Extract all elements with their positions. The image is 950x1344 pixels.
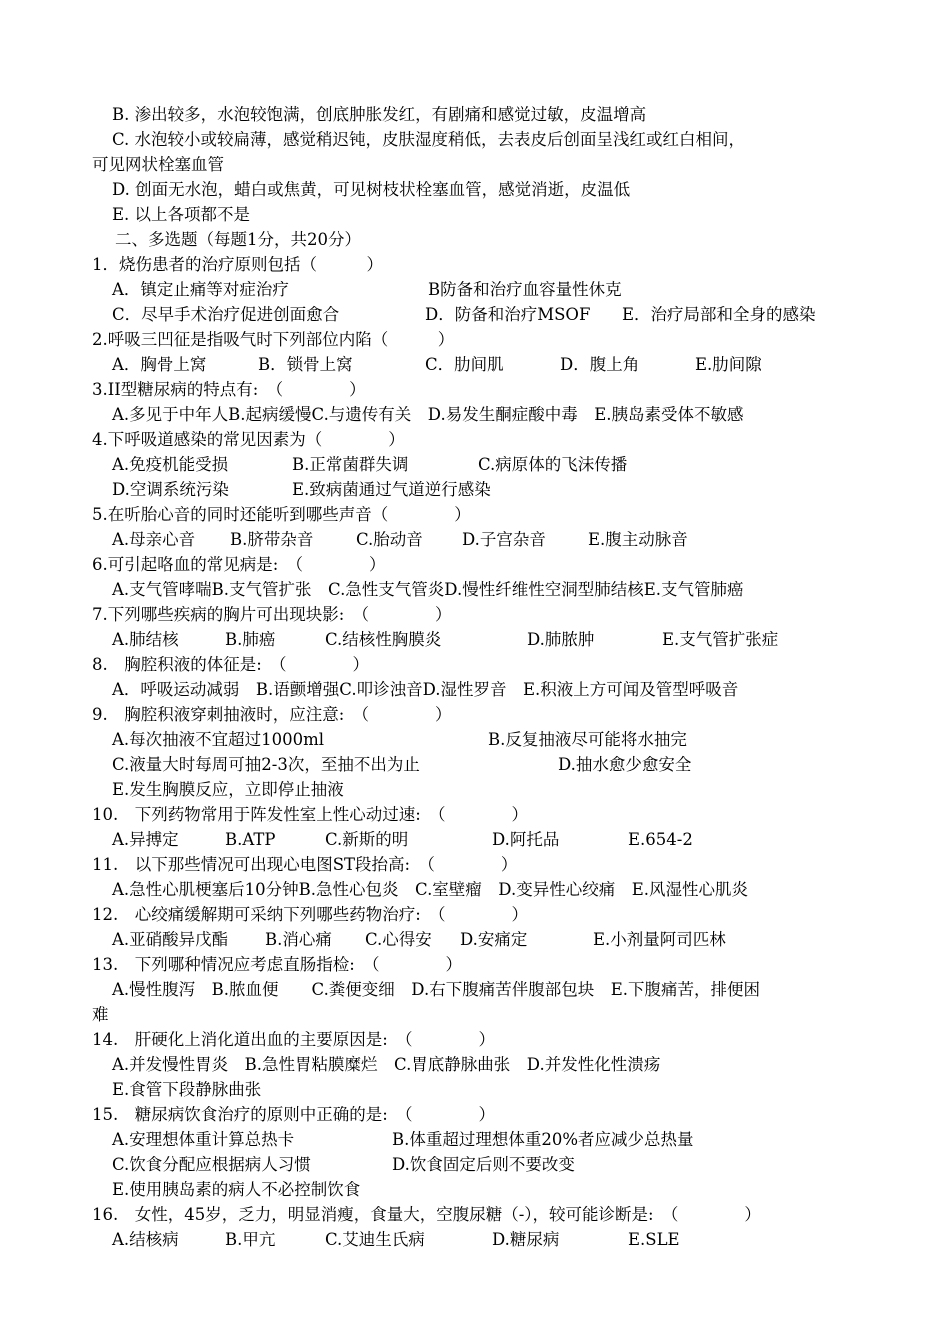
option: D.安痛定 — [460, 930, 528, 949]
prev-option-e: E. 以上各项都不是 — [112, 205, 251, 224]
option: E．治疗局部和全身的感染 — [622, 305, 816, 324]
option: E.使用胰岛素的病人不必控制饮食 — [112, 1180, 361, 1199]
option: A.急性心肌梗塞后10分钟B.急性心包炎 C.室壁瘤 D.变异性心绞痛 E.风湿性心肌炎 — [112, 880, 748, 899]
option: B.肺癌 — [225, 630, 276, 649]
option: A.免疫机能受损 — [112, 455, 229, 474]
option: B.脐带杂音 — [230, 530, 314, 549]
option: C.结核性胸膜炎 — [325, 630, 442, 649]
question-stem: 10. 下列药物常用于阵发性室上性心动过速: （ ） — [92, 805, 529, 824]
option: A.每次抽液不宜超过1000ml — [112, 730, 325, 749]
question-stem: 2.呼吸三凹征是指吸气时下列部位内陷（ ） — [92, 330, 455, 349]
option: D.抽水愈少愈安全 — [558, 755, 692, 774]
option: C.心得安 — [365, 930, 432, 949]
option: B．锁骨上窝 — [258, 355, 353, 374]
option: A.多见于中年人B.起病缓慢C.与遗传有关 D.易发生酮症酸中毒 E.胰岛素受体不敏感 — [112, 405, 744, 424]
option: C.病原体的飞沫传播 — [478, 455, 628, 474]
option: E.654-2 — [628, 830, 693, 849]
option: C.新斯的明 — [325, 830, 409, 849]
option: B.甲亢 — [225, 1230, 276, 1249]
option: C.胎动音 — [356, 530, 423, 549]
option: B.正常菌群失调 — [292, 455, 409, 474]
option: A.并发慢性胃炎 B.急性胃粘膜糜烂 C.胃底静脉曲张 D.并发性化性溃疡 — [112, 1055, 661, 1074]
question-stem: 9. 胸腔积液穿刺抽液时，应注意: （ ） — [92, 705, 452, 724]
option: A．镇定止痛等对症治疗 — [112, 280, 289, 299]
question-stem: 6.可引起咯血的常见病是: （ ） — [92, 555, 386, 574]
option: A.结核病 — [112, 1230, 179, 1249]
question-stem: 4.下呼吸道感染的常见因素为（ ） — [92, 430, 405, 449]
option: E.SLE — [628, 1230, 680, 1249]
option: A.肺结核 — [112, 630, 179, 649]
question-stem: 8. 胸腔积液的体征是: （ ） — [92, 655, 370, 674]
option: D.子宫杂音 — [462, 530, 546, 549]
option: B.ATP — [225, 830, 276, 849]
option: C.艾迪生氏病 — [325, 1230, 425, 1249]
option: D.肺脓肿 — [527, 630, 595, 649]
option: E.腹主动脉音 — [588, 530, 688, 549]
option: B.消心痛 — [265, 930, 332, 949]
option: D．防备和治疗MSOF — [425, 305, 591, 324]
question-stem: 12. 心绞痛缓解期可采纳下列哪些药物治疗: （ ） — [92, 905, 529, 924]
option: A.异搏定 — [112, 830, 179, 849]
section-heading: 二、多选题（每题1分，共20分） — [115, 230, 361, 249]
option: C.液量大时每周可抽2-3次，至抽不出为止 — [112, 755, 420, 774]
question-stem: 3.II型糖尿病的特点有: （ ） — [92, 380, 366, 399]
prev-option-c-line1: C. 水泡较小或较扁薄，感觉稍迟钝，皮肤湿度稍低，去表皮后创面呈浅红或红白相间， — [112, 130, 746, 149]
option: B防备和治疗血容量性休克 — [428, 280, 622, 299]
option: E.肋间隙 — [695, 355, 762, 374]
question-stem: 15. 糖尿病饮食治疗的原则中正确的是: （ ） — [92, 1105, 496, 1124]
question-stem: 5.在听胎心音的同时还能听到哪些声音（ ） — [92, 505, 471, 524]
question-stem: 13. 下列哪种情况应考虑直肠指检: （ ） — [92, 955, 463, 974]
option: A.支气管哮喘B.支气管扩张 C.急性支气管炎D.慢性纤维性空洞型肺结核E.支气管肺癌 — [112, 580, 744, 599]
option: A.安理想体重计算总热卡 — [112, 1130, 295, 1149]
prev-option-b: B. 渗出较多，水泡较饱满，创底肿胀发红，有剧痛和感觉过敏，皮温增高 — [112, 105, 647, 124]
option: D.糖尿病 — [492, 1230, 560, 1249]
question-stem: 11. 以下那些情况可出现心电图ST段抬高: （ ） — [92, 855, 518, 874]
option: C．尽早手术治疗促进创面愈合 — [112, 305, 340, 324]
option: D．腹上角 — [560, 355, 640, 374]
option: A.亚硝酸异戊酯 — [112, 930, 229, 949]
question-stem: 14. 肝硬化上消化道出血的主要原因是: （ ） — [92, 1030, 496, 1049]
option: A．胸骨上窝 — [112, 355, 207, 374]
question-stem: 7.下列哪些疾病的胸片可出现块影: （ ） — [92, 605, 452, 624]
option: D.空调系统污染 — [112, 480, 229, 499]
question-stem: 16. 女性，45岁，乏力，明显消瘦，食量大，空腹尿糖（-），较可能诊断是: （ ） — [92, 1205, 761, 1224]
prev-option-d: D. 创面无水泡，蜡白或焦黄，可见树枝状栓塞血管，感觉消逝，皮温低 — [112, 180, 631, 199]
option: E.致病菌通过气道逆行感染 — [292, 480, 491, 499]
option: 难 — [92, 1005, 109, 1024]
option: E.发生胸膜反应，立即停止抽液 — [112, 780, 344, 799]
option: A.母亲心音 — [112, 530, 196, 549]
option: E.食管下段静脉曲张 — [112, 1080, 262, 1099]
option: A．呼吸运动减弱 B.语颤增强C.叩诊浊音D.湿性罗音 E.积液上方可闻及管型呼吸音 — [112, 680, 739, 699]
option: D.阿托品 — [492, 830, 560, 849]
option: B.反复抽液尽可能将水抽完 — [488, 730, 687, 749]
question-stem: 1．烧伤患者的治疗原则包括（ ） — [92, 255, 383, 274]
option: C．肋间肌 — [425, 355, 504, 374]
option: E.小剂量阿司匹林 — [593, 930, 726, 949]
option: C.饮食分配应根据病人习惯 — [112, 1155, 311, 1174]
option: D.饮食固定后则不要改变 — [392, 1155, 575, 1174]
option: A.慢性腹泻 B.脓血便 C.粪便变细 D.右下腹痛苦伴腹部包块 E.下腹痛苦，排便困 — [112, 980, 760, 999]
option: B.体重超过理想体重20%者应减少总热量 — [392, 1130, 694, 1149]
option: E.支气管扩张症 — [662, 630, 779, 649]
prev-option-c-line2: 可见网状栓塞血管 — [92, 155, 224, 174]
